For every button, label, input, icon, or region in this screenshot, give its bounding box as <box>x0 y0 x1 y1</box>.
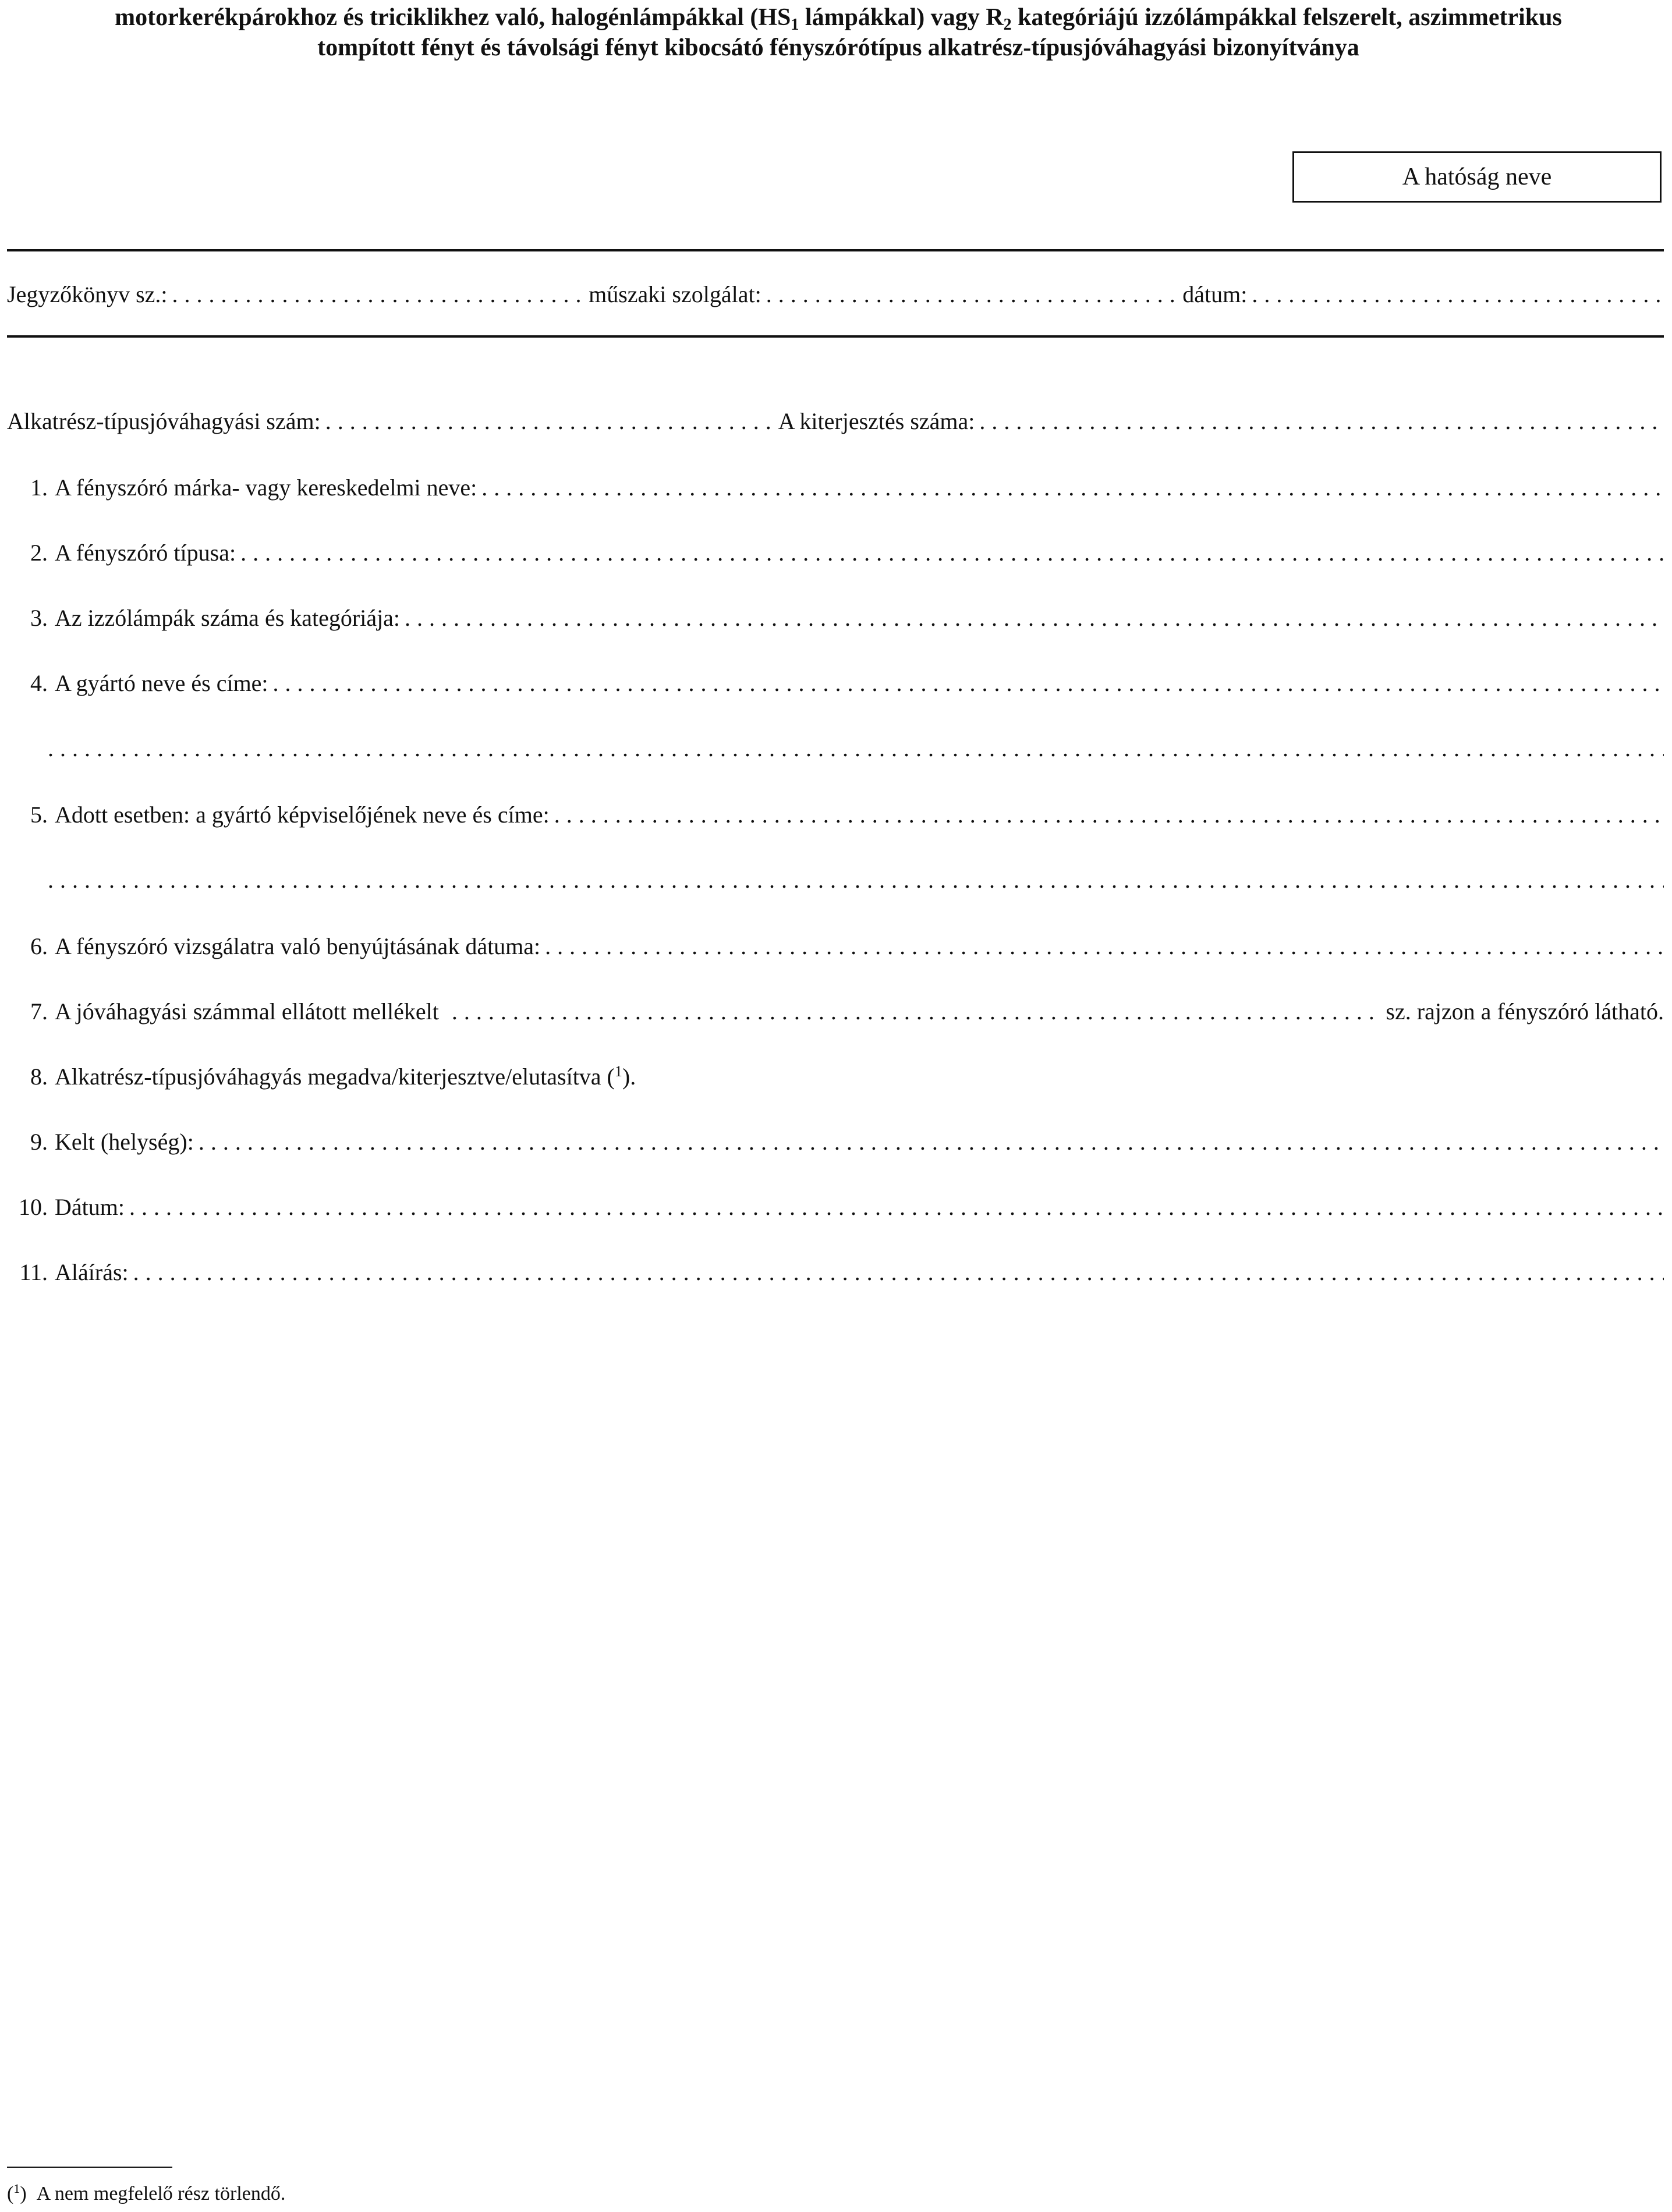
item-4-continuation <box>48 732 1664 765</box>
item-number: 5. <box>30 802 48 828</box>
item-5 <box>7 799 1664 831</box>
report-number-label: Jegyzőkönyv sz.: <box>7 281 168 307</box>
title-line-1: motorkerékpárokhoz és triciklikhez való, halogénlámpákkal ($HS_1$ lámpákkal) vagy $R_2$ kategóriájú izzólámpákkal felszerelt, aszimmetrikus <box>115 4 1562 34</box>
item-3 <box>7 602 1664 634</box>
technical-service-field[interactable] <box>766 278 1178 311</box>
item-number: 4. <box>30 670 48 696</box>
extension-number-label: A kiterjesztés száma: <box>778 408 975 434</box>
item-label: A fényszóró márka- vagy kereskedelmi neve: <box>55 474 477 501</box>
item-tail-text: sz. rajzon a fényszóró látható. <box>1386 998 1664 1025</box>
footnote-text: A nem megfelelő rész törlendő. <box>36 2183 286 2204</box>
date-label: dátum: <box>1182 281 1248 307</box>
item-6 <box>7 930 1664 963</box>
footnote-ref: 1 <box>614 1063 622 1080</box>
bottom-rule <box>7 335 1664 338</box>
approval-number-field[interactable] <box>325 405 774 438</box>
technical-service-label: műszaki szolgálat: <box>589 281 761 307</box>
brand-name-field[interactable] <box>481 472 1664 504</box>
signature-field[interactable] <box>133 1256 1664 1289</box>
drawing-number-field[interactable] <box>452 995 1373 1028</box>
item-number: 7. <box>30 998 48 1025</box>
item-label: A fényszóró vizsgálatra való benyújtásának dátuma: <box>55 933 541 959</box>
submission-date-field[interactable] <box>545 930 1664 963</box>
approval-row <box>7 405 1664 438</box>
item-number: 6. <box>30 933 48 959</box>
item-9 <box>7 1126 1664 1158</box>
manufacturer-field-line-2[interactable] <box>48 732 1664 765</box>
authority-name-box[interactable] <box>1292 151 1662 203</box>
title-line-2: tompított fényt és távolsági fényt kibocsátó fényszórótípus alkatrész-típusjóváhagyási bizonyítványa <box>317 34 1359 61</box>
item-label: Az izzólámpák száma és kategóriája: <box>55 605 401 631</box>
item-1 <box>7 472 1664 504</box>
item-number: 9. <box>30 1129 48 1155</box>
representative-field-line-2[interactable] <box>48 864 1664 896</box>
place-field[interactable] <box>199 1126 1664 1158</box>
date-signed-field[interactable] <box>129 1191 1664 1224</box>
item-2 <box>7 537 1664 569</box>
authority-name-label: A hatóság neve <box>1402 164 1552 190</box>
footnote-marker: 1 <box>13 2181 20 2196</box>
footnote-paren-close: ) <box>20 2183 27 2204</box>
date-field[interactable] <box>1252 278 1664 311</box>
item-8 <box>7 1061 1664 1093</box>
item-number: 10. <box>19 1194 48 1220</box>
item-number: 1. <box>30 474 48 501</box>
item-label: A gyártó neve és címe: <box>55 670 268 696</box>
item-label: Aláírás: <box>55 1259 129 1285</box>
item-number: 2. <box>30 540 48 566</box>
item-label: Dátum: <box>55 1194 125 1220</box>
item-label: Adott esetben: a gyártó képviselőjének neve és címe: <box>55 802 550 828</box>
header-row <box>7 278 1664 311</box>
item-label: Kelt (helység): <box>55 1129 194 1155</box>
item-4 <box>7 667 1664 700</box>
top-rule <box>7 249 1664 251</box>
footnote-rule <box>7 2167 172 2168</box>
item-number: 3. <box>30 605 48 631</box>
approval-number-label: Alkatrész-típusjóváhagyási szám: <box>7 408 321 434</box>
item-label: A fényszóró típusa: <box>55 540 236 566</box>
item-label-end: ). <box>622 1064 636 1090</box>
item-11 <box>7 1256 1664 1289</box>
footnote-paren-open: ( <box>7 2183 14 2204</box>
headlamp-type-field[interactable] <box>240 537 1664 569</box>
document-title <box>23 2 1653 63</box>
item-10 <box>7 1191 1664 1224</box>
footnote <box>7 2181 285 2207</box>
item-5-continuation <box>48 864 1664 896</box>
manufacturer-field[interactable] <box>273 667 1664 700</box>
item-label: A jóváhagyási számmal ellátott mellékelt <box>55 998 439 1025</box>
item-label: Alkatrész-típusjóváhagyás megadva/kiterjesztve/elutasítva ( <box>55 1064 615 1090</box>
lamp-count-category-field[interactable] <box>405 602 1664 634</box>
item-number: 8. <box>30 1064 48 1090</box>
extension-number-field[interactable] <box>979 405 1664 438</box>
representative-field[interactable] <box>554 799 1664 831</box>
item-number: 11. <box>19 1259 48 1285</box>
item-7 <box>7 995 1664 1028</box>
report-number-field[interactable] <box>172 278 585 311</box>
